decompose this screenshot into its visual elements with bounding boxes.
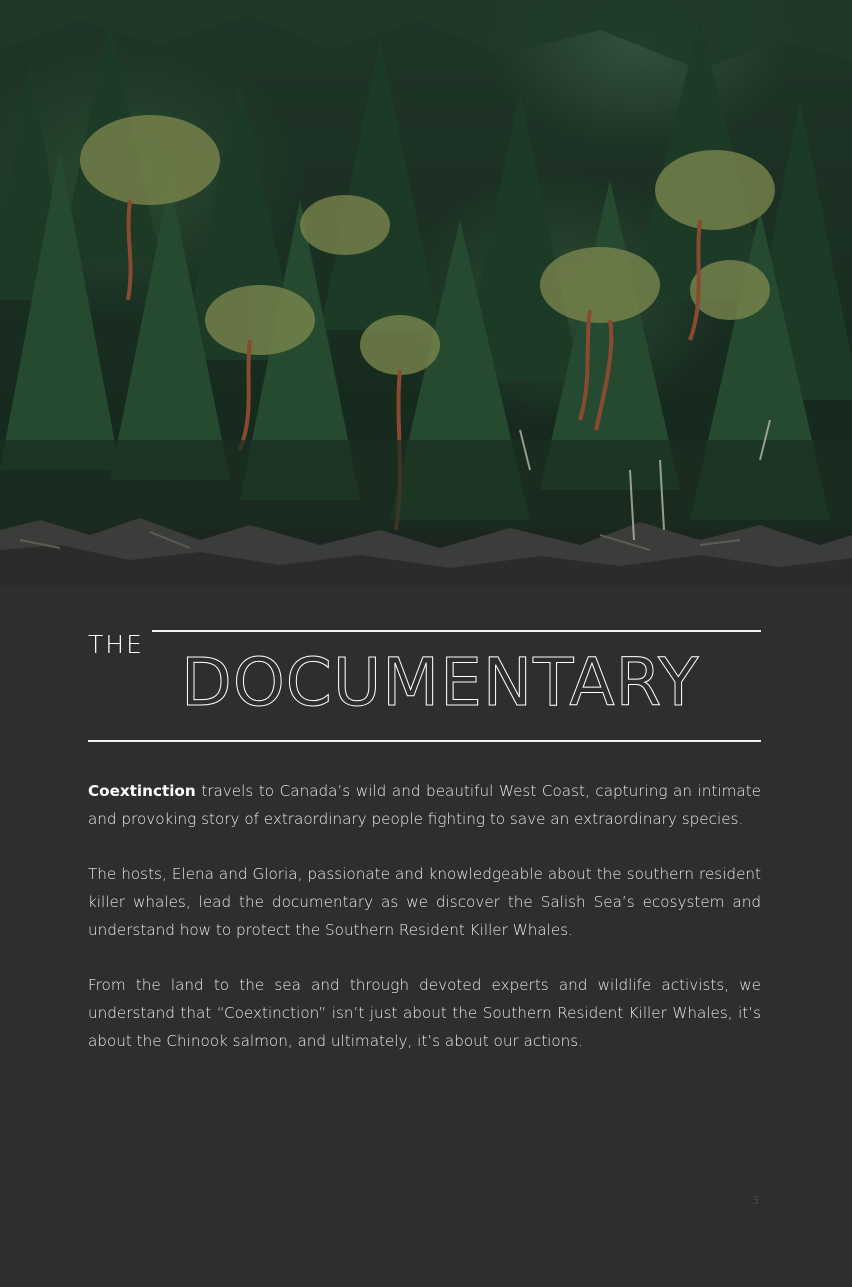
paragraph-3: From the land to the sea and through devoted experts and wildlife activists, we understand that “Coextinction” isn’t just about the Southern Resident Killer Whales, it’s about the Chinook salmon, and ultimately, it’s about our actions. [88,976,761,1050]
heading-documentary: DOCUMENTARY [181,644,700,721]
paragraph-1 [88,777,761,833]
forest-photo [0,0,852,586]
heading-rule-bottom [88,740,761,742]
body-text [88,777,761,1082]
heading-the: THE [88,630,144,659]
heading-rule-top [152,630,761,632]
forest-illustration [0,0,852,586]
film-title: Coextinction [88,782,196,800]
paragraph-2: The hosts, Elena and Gloria, passionate and knowledgeable about the southern resident killer whales, lead the documentary as we discover the Salish Sea’s ecosystem and understand how to protect the Southern Resident Killer Whales. [88,865,761,939]
page-number: 3 [752,1194,759,1207]
paragraph-1-text: travels to Canada’s wild and beautiful West Coast, capturing an intimate and provoking story of extraordinary people fighting to save an extraordinary species. [88,782,761,828]
section-heading [88,630,761,742]
